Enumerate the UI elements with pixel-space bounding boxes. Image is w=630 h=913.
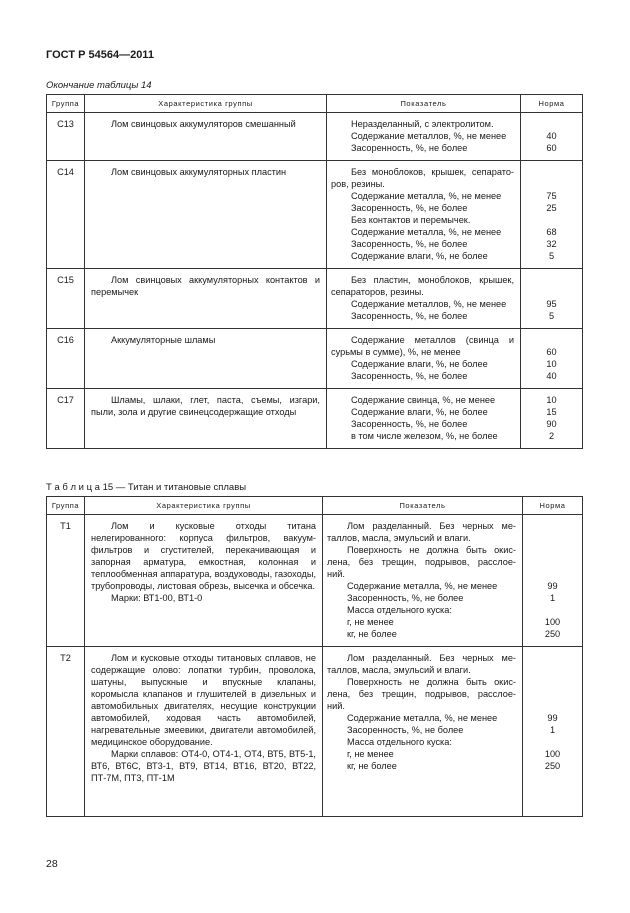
- table-15: [46, 496, 583, 817]
- norm-value: 60: [546, 347, 557, 357]
- norm-value: [523, 676, 582, 688]
- group-code: С15: [47, 269, 85, 329]
- indicator-line: Содержание металла, %, не менее: [351, 227, 502, 237]
- norm-value: [523, 556, 582, 568]
- norm-cell: [523, 647, 583, 817]
- norm-value: 250: [544, 629, 561, 639]
- indicator-line: Без моноблоков, крышек, сепарато-: [351, 167, 514, 177]
- indicator-line: Содержание металла, %, не менее: [351, 191, 502, 201]
- group-code: Т1: [47, 515, 85, 647]
- table15-header-row: [47, 497, 583, 515]
- indicator-cell: [327, 161, 521, 269]
- characteristic-text: Лом и кусковые отходы титана нелегированного: корпуса фильтров, вакуум-фильтров и сгустителей, перекачивающая и запорная арматура, емкостная, колонная и теплообменная аппаратура, воздуховоды, газоходы, трубопроводы, листовая обрезь, высечка и обсечка.: [91, 521, 316, 591]
- norm-value: 250: [544, 761, 561, 771]
- norm-value: 40: [546, 131, 557, 141]
- header-norm: Норма: [523, 497, 583, 515]
- document-header: ГОСТ Р 54564—2011: [46, 49, 154, 61]
- indicator-line: ний.: [327, 701, 345, 711]
- indicator-line: Засоренность, %, не более: [347, 593, 464, 603]
- indicator-line: Поверхность не должна быть окис-: [347, 677, 516, 687]
- header-norm: Норма: [521, 95, 583, 113]
- indicator-line: Масса отдельного куска:: [347, 605, 452, 615]
- indicator-cell: [327, 269, 521, 329]
- indicator-line: таллов, масла, эмульсий и влаги.: [327, 533, 471, 543]
- indicator-line: в том числе железом, %, не более: [351, 431, 498, 441]
- table-row: [47, 269, 583, 329]
- indicator-line: Без контактов и перемычек.: [351, 215, 471, 225]
- indicator-line: Засоренность, %, не более: [351, 203, 468, 213]
- indicator-line: Засоренность, %, не более: [351, 143, 468, 153]
- norm-value: 10: [546, 359, 557, 369]
- norm-value: 1: [549, 593, 556, 603]
- norm-value: 2: [548, 431, 555, 441]
- norm-value: 15: [546, 407, 557, 417]
- table14-caption: Окончание таблицы 14: [46, 80, 152, 91]
- indicator-line: Содержание металла, %, не менее: [347, 581, 498, 591]
- group-characteristic: [85, 515, 323, 647]
- norm-cell: [523, 515, 583, 647]
- indicator-line: сурьмы в сумме), %, не менее: [331, 347, 461, 357]
- group-code: С13: [47, 113, 85, 161]
- characteristic-text: Лом и кусковые отходы титановых сплавов, не содержащие олово: лопатки турбин, проволока, шатуны, выпускные и впускные клапаны, коромысла клапанов и глушителей в дизельных и автомобильных двигателях, несущие конструкции автомобилей, ходовая часть автомобилей, нагревательные змеевики, двигатели автомобилей, медицинское оборудование.: [91, 653, 316, 747]
- indicator-line: Засоренность, %, не более: [351, 371, 468, 381]
- indicator-line: Засоренность, %, не более: [347, 725, 464, 735]
- header-group: Группа: [47, 497, 85, 515]
- norm-value: [523, 688, 582, 700]
- table-row: [47, 161, 583, 269]
- header-indicator: Показатель: [323, 497, 523, 515]
- table14-header-row: [47, 95, 583, 113]
- norm-value: [523, 544, 582, 556]
- norm-value: 1: [549, 725, 556, 735]
- norm-value: 90: [546, 419, 557, 429]
- header-characteristic: Характеристика группы: [85, 497, 323, 515]
- norm-value: [523, 652, 582, 664]
- indicator-cell: [327, 113, 521, 161]
- characteristic-text: Лом свинцовых аккумуляторов смешанный: [111, 119, 296, 129]
- norm-value: 100: [544, 617, 561, 627]
- indicator-line: Засоренность, %, не более: [351, 239, 468, 249]
- indicator-line: г, не менее: [347, 617, 394, 627]
- indicator-line: лена, без трещин, подрывов, расслое-: [327, 557, 516, 567]
- table15-caption: Т а б л и ц а 15 — Титан и титановые сплавы: [46, 482, 247, 493]
- group-characteristic: [85, 389, 327, 449]
- norm-value: [523, 604, 582, 616]
- group-code: С14: [47, 161, 85, 269]
- norm-value: [523, 736, 582, 748]
- group-code: С17: [47, 389, 85, 449]
- indicator-line: Содержание свинца, %, не менее: [351, 395, 496, 405]
- header-characteristic: Характеристика группы: [85, 95, 327, 113]
- table-row: [47, 113, 583, 161]
- norm-value: 99: [547, 581, 558, 591]
- table-row: [47, 329, 583, 389]
- indicator-line: Содержание металлов (свинца и: [351, 335, 514, 345]
- table-row: [47, 647, 583, 817]
- table-14: [46, 94, 583, 449]
- norm-value: [521, 178, 582, 190]
- norm-cell: [521, 161, 583, 269]
- indicator-line: Содержание металла, %, не менее: [347, 713, 498, 723]
- group-code: Т2: [47, 647, 85, 817]
- norm-value: [521, 118, 582, 130]
- indicator-line: Содержание влаги, %, не более: [351, 407, 488, 417]
- norm-cell: [521, 113, 583, 161]
- indicator-line: Засоренность, %, не более: [351, 419, 468, 429]
- indicator-line: Неразделанный, с электролитом.: [351, 119, 494, 129]
- group-code: С16: [47, 329, 85, 389]
- indicator-line: ний.: [327, 569, 345, 579]
- characteristic-text: Лом свинцовых аккумуляторных контактов и перемычек: [91, 275, 320, 297]
- table-row: [47, 389, 583, 449]
- indicator-line: Содержание металлов, %, не менее: [351, 299, 507, 309]
- indicator-line: Засоренность, %, не более: [351, 311, 468, 321]
- table-row: [47, 515, 583, 647]
- indicator-cell: [323, 647, 523, 817]
- norm-value: [523, 532, 582, 544]
- indicator-line: Содержание влаги, %, не более: [351, 251, 488, 261]
- norm-value: [523, 664, 582, 676]
- group-characteristic: [85, 329, 327, 389]
- indicator-line: Содержание металлов, %, не менее: [351, 131, 507, 141]
- norm-cell: [521, 329, 583, 389]
- norm-value: [521, 214, 582, 226]
- norm-value: [521, 286, 582, 298]
- norm-value: [521, 334, 582, 346]
- group-characteristic: [85, 161, 327, 269]
- indicator-line: г, не менее: [347, 749, 394, 759]
- norm-value: [521, 274, 582, 286]
- norm-value: 25: [546, 203, 557, 213]
- indicator-line: ров, резины.: [331, 179, 385, 189]
- indicator-line: Поверхность не должна быть окис-: [347, 545, 516, 555]
- norm-value: 5: [548, 311, 555, 321]
- header-indicator: Показатель: [327, 95, 521, 113]
- group-characteristic: [85, 647, 323, 817]
- indicator-cell: [323, 515, 523, 647]
- indicator-cell: [327, 389, 521, 449]
- norm-value: 40: [546, 371, 557, 381]
- characteristic-text: Аккумуляторные шламы: [111, 335, 216, 345]
- norm-value: [523, 520, 582, 532]
- norm-value: [523, 700, 582, 712]
- characteristic-text: Шламы, шлаки, глет, паста, съемы, изгари, пыли, зола и другие свинецсодержащие отходы: [91, 395, 320, 417]
- indicator-line: Лом разделанный. Без черных ме-: [347, 521, 516, 531]
- indicator-line: таллов, масла, эмульсий и влаги.: [327, 665, 471, 675]
- norm-value: 68: [546, 227, 557, 237]
- indicator-line: Масса отдельного куска:: [347, 737, 452, 747]
- norm-value: 75: [546, 191, 557, 201]
- indicator-line: Без пластин, моноблоков, крышек,: [351, 275, 514, 285]
- norm-value: [521, 166, 582, 178]
- norm-cell: [521, 269, 583, 329]
- norm-value: 10: [546, 395, 557, 405]
- indicator-cell: [327, 329, 521, 389]
- header-group: Группа: [47, 95, 85, 113]
- page-number: 28: [46, 858, 58, 870]
- norm-value: 100: [544, 749, 561, 759]
- norm-value: 99: [547, 713, 558, 723]
- indicator-line: Содержание влаги, %, не более: [351, 359, 488, 369]
- norm-value: [523, 568, 582, 580]
- indicator-line: сепараторов, резины.: [331, 287, 424, 297]
- norm-value: 5: [548, 251, 555, 261]
- indicator-line: Лом разделанный. Без черных ме-: [347, 653, 516, 663]
- indicator-line: лена, без трещин, подрывов, расслое-: [327, 689, 516, 699]
- group-characteristic: [85, 113, 327, 161]
- group-characteristic: [85, 269, 327, 329]
- norm-value: 32: [546, 239, 557, 249]
- indicator-line: кг, не более: [347, 761, 397, 771]
- characteristic-text: Лом свинцовых аккумуляторных пластин: [111, 167, 287, 177]
- alloy-marks: Марки сплавов: ОТ4-0, ОТ4-1, ОТ4, ВТ5, ВТ5-1, ВТ6, ВТ6С, ВТ3-1, ВТ9, ВТ14, ВТ16, ВТ20, ВТ22, ПТ-7М, ПТ3, ПТ-1М: [91, 749, 316, 783]
- indicator-line: кг, не более: [347, 629, 397, 639]
- alloy-marks: Марки: ВТ1-00, ВТ1-0: [111, 593, 203, 603]
- norm-value: 95: [546, 299, 557, 309]
- norm-cell: [521, 389, 583, 449]
- norm-value: 60: [546, 143, 557, 153]
